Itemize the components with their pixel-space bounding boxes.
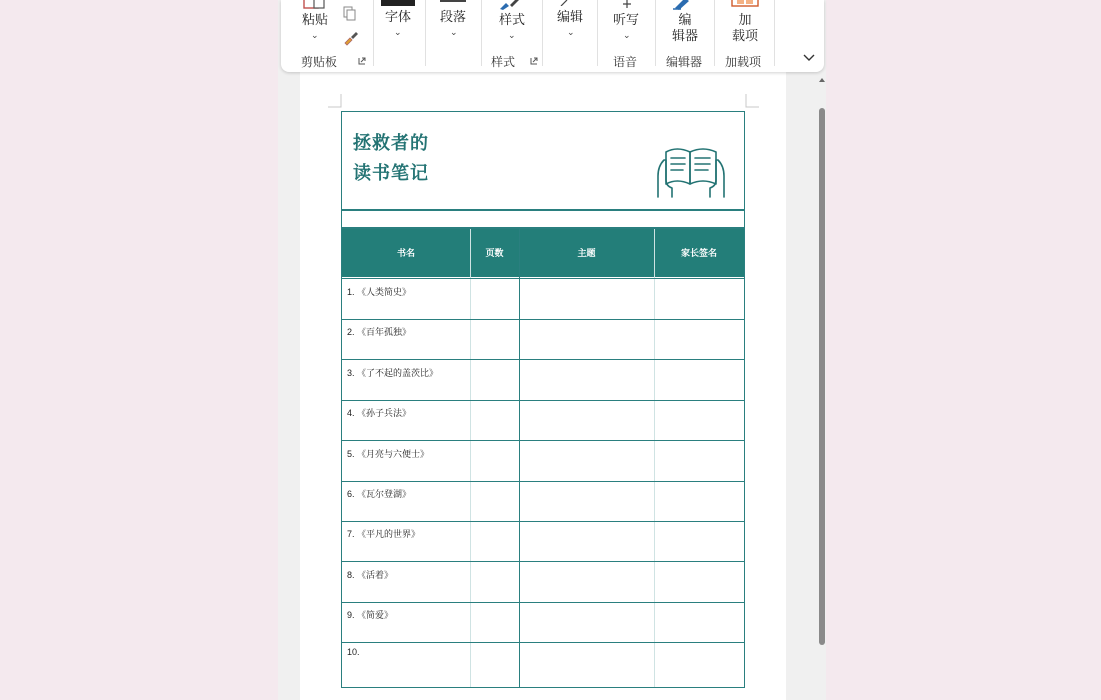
crop-mark-top-right [745,94,759,108]
header-parent-signature: 家长签名 [680,248,717,258]
font-group [374,0,425,72]
dictate-button[interactable]: 听写 [612,12,639,27]
header-pages: 页数 [485,248,504,258]
styles-group [482,0,542,72]
editing-dropdown-chevron-icon[interactable]: ⌄ [567,27,575,37]
format-painter-icon[interactable] [342,29,360,47]
table-row[interactable]: 3. 《了不起的盖茨比》 [347,368,439,378]
editing-icon [559,0,573,6]
styles-brush-icon [498,0,522,10]
clipboard-group [281,0,373,72]
paste-dropdown-chevron-icon[interactable]: ⌄ [311,30,319,40]
clipboard-group-label: 剪贴板 [301,55,338,69]
voice-group-label: 语音 [613,55,638,69]
table-row[interactable]: 1. 《人类简史》 [347,287,412,297]
title-line-2: 读书笔记 [353,163,429,183]
addins-button-line2[interactable]: 载项 [731,28,758,43]
row-divider [342,319,744,320]
editor-button-line2[interactable]: 辑器 [671,28,698,43]
scroll-up-arrow-icon[interactable] [818,76,826,84]
styles-dialog-launcher-icon[interactable] [530,57,538,65]
font-icon [381,0,415,6]
editing-group [543,0,597,72]
font-dropdown-chevron-icon[interactable]: ⌄ [394,27,402,37]
addins-icon [731,0,759,8]
addins-group [715,0,775,72]
title-line-1: 拯救者的 [353,133,429,153]
row-divider [342,521,744,522]
styles-group-label: 样式 [491,55,516,69]
crop-mark-top-left [328,94,342,108]
editor-group [656,0,714,72]
table-row[interactable]: 7. 《平凡的世界》 [347,529,421,539]
table-row[interactable]: 5. 《月亮与六便士》 [347,449,430,459]
row-divider [342,561,744,562]
paragraph-dropdown-chevron-icon[interactable]: ⌄ [450,27,458,37]
table-row[interactable]: 6. 《瓦尔登湖》 [347,489,412,499]
column-divider [519,229,520,687]
row-divider [342,359,744,360]
clipboard-dialog-launcher-icon[interactable] [358,57,366,65]
table-row[interactable]: 8. 《活着》 [347,570,394,580]
table-row[interactable]: 10. [347,647,360,657]
microphone-icon [620,0,634,10]
row-divider [342,481,744,482]
scrollbar-thumb[interactable] [819,108,825,645]
reading-book-icon [650,140,732,202]
font-button[interactable]: 字体 [384,9,411,24]
styles-button[interactable]: 样式 [498,12,525,27]
dictate-dropdown-chevron-icon[interactable]: ⌄ [623,30,631,40]
styles-dropdown-chevron-icon[interactable]: ⌄ [508,30,516,40]
row-divider [342,440,744,441]
row-divider [342,278,744,279]
table-row[interactable]: 9. 《简爱》 [347,610,394,620]
ribbon [281,0,824,72]
editor-button-line1[interactable]: 编 [678,12,692,27]
editor-group-label: 编辑器 [666,55,703,69]
row-divider [342,642,744,643]
paragraph-icon [440,0,466,2]
separator [774,0,775,66]
editing-button[interactable]: 编辑 [556,9,583,24]
row-divider [342,602,744,603]
addins-group-label: 加载项 [725,55,762,69]
editor-pen-icon [671,0,695,10]
table-row[interactable]: 2. 《百年孤独》 [347,327,412,337]
clipboard-paste-icon[interactable] [302,0,328,10]
paste-button[interactable]: 粘贴 [302,12,329,27]
header-divider [342,209,744,211]
header-theme: 主题 [577,248,596,258]
paragraph-group [426,0,480,72]
copy-icon[interactable] [342,5,358,21]
voice-group [598,0,654,72]
header-book-title: 书名 [396,248,415,258]
row-divider [342,400,744,401]
column-divider [654,229,655,687]
addins-button-line1[interactable]: 加 [738,12,752,27]
paragraph-button[interactable]: 段落 [439,9,466,24]
ribbon-expand-chevron-icon[interactable] [801,50,817,64]
table-row[interactable]: 4. 《孙子兵法》 [347,408,412,418]
column-divider [470,229,471,687]
